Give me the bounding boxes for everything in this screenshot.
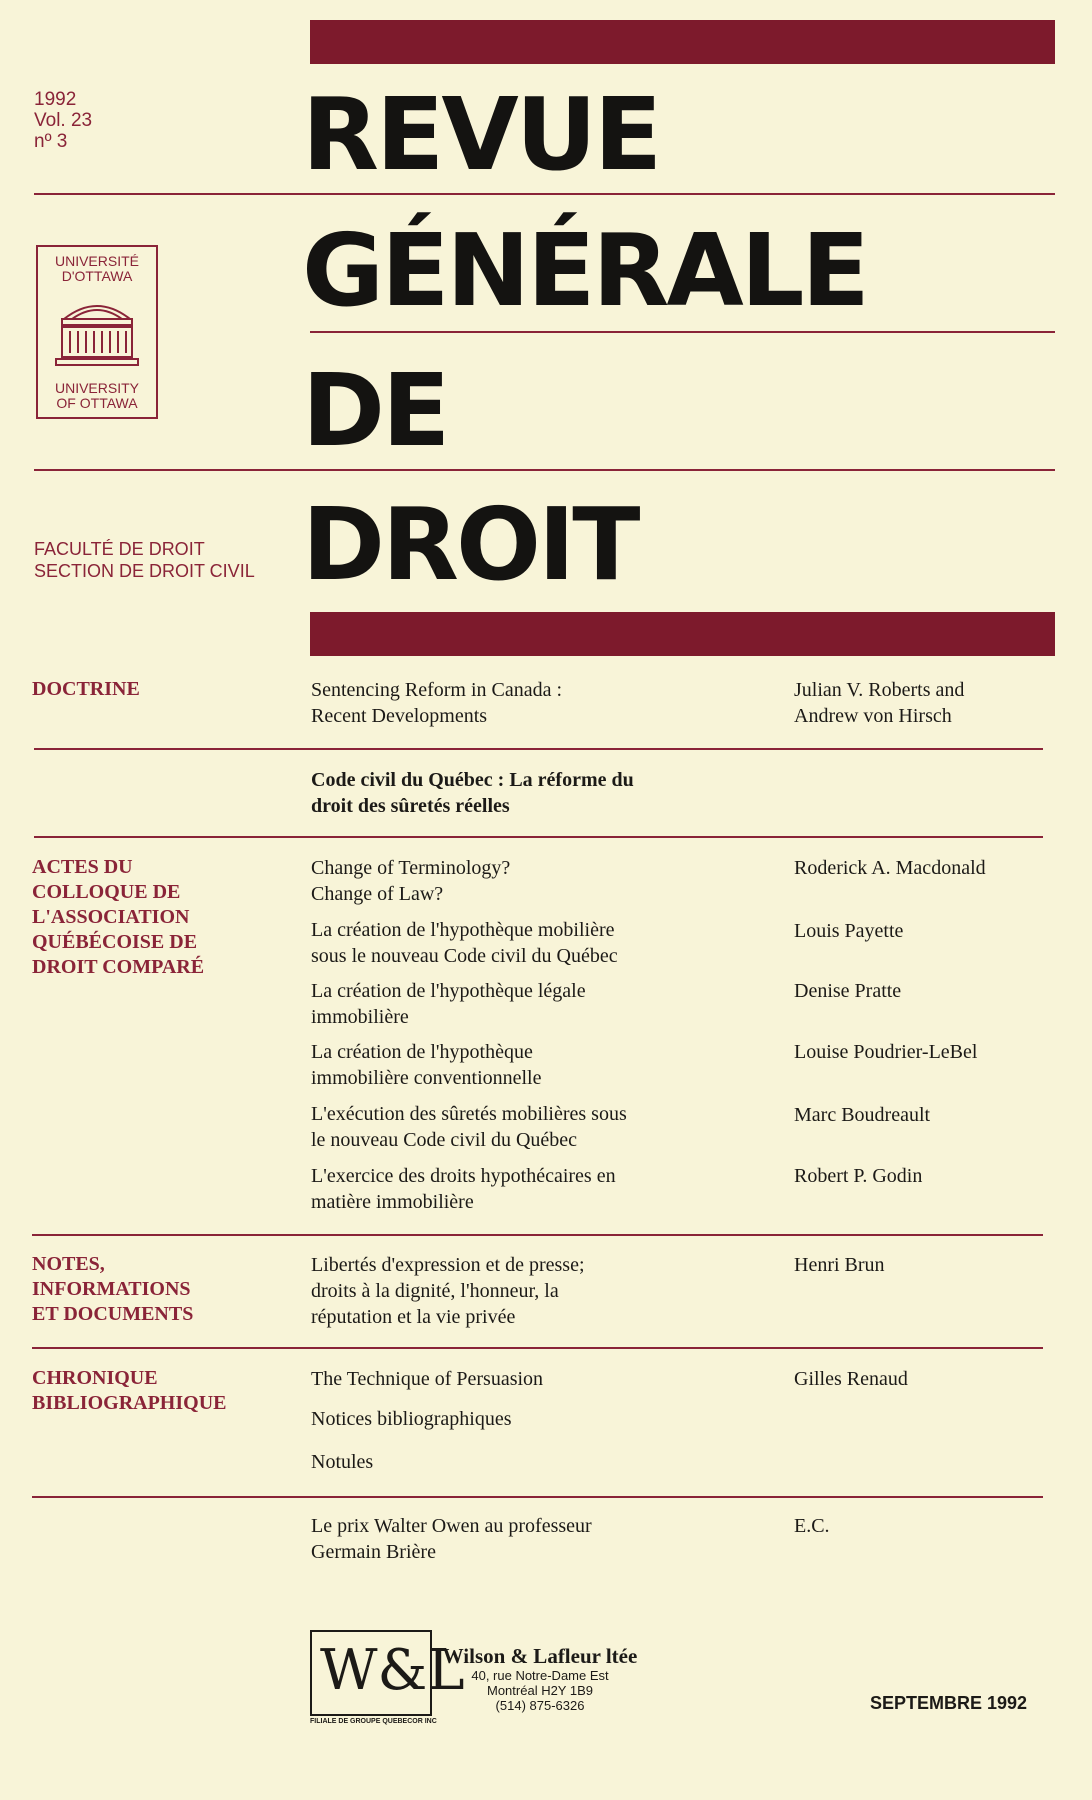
issue-number: nº 3 <box>34 131 68 152</box>
article-title-line: immobilière conventionnelle <box>311 1067 542 1089</box>
article-title <box>311 1252 585 1330</box>
article-author-line: Robert P. Godin <box>794 1165 923 1187</box>
faculty-line-1: FACULTÉ DE DROIT <box>34 539 205 559</box>
title-bottom-red-bar <box>310 612 1055 656</box>
article-title-line: réputation et la vie privée <box>311 1306 516 1328</box>
section-rule <box>32 1496 1043 1498</box>
article-title <box>311 1163 616 1215</box>
article-author <box>794 1039 977 1065</box>
section-heading-line: DROIT COMPARÉ <box>32 956 205 978</box>
article-title <box>311 1406 512 1432</box>
top-red-bar <box>310 20 1055 64</box>
title-rule-1 <box>34 193 1055 195</box>
section-rule <box>34 836 1043 838</box>
article-author <box>794 677 964 729</box>
article-title-line: Libertés d'expression et de presse; <box>311 1254 585 1276</box>
article-title <box>311 917 618 969</box>
section-rule <box>32 1347 1043 1349</box>
article-title-line: sous le nouveau Code civil du Québec <box>311 945 618 967</box>
article-title-line: Notices bibliographiques <box>311 1408 512 1430</box>
publisher-logo <box>310 1630 465 1716</box>
section-heading-line: INFORMATIONS <box>32 1278 191 1300</box>
article-title <box>311 855 510 907</box>
article-title-line: La création de l'hypothèque mobilière <box>311 919 615 941</box>
publisher-name: Wilson & Lafleur ltée <box>442 1644 638 1668</box>
article-title <box>311 1513 592 1565</box>
publisher-phone: (514) 875-6326 <box>495 1698 585 1713</box>
article-title <box>311 1039 542 1091</box>
section-heading-line: ACTES DU <box>32 856 133 878</box>
article-author <box>794 855 986 881</box>
article-title-line: Notules <box>311 1451 374 1473</box>
university-building-icon <box>54 291 140 371</box>
section-rule <box>32 1234 1043 1236</box>
article-author-line: E.C. <box>794 1515 830 1537</box>
article-title-line: immobilière <box>311 1006 409 1028</box>
article-title-line: Change of Terminology? <box>311 857 511 879</box>
article-title-line: Le prix Walter Owen au professeur <box>311 1515 592 1537</box>
article-author <box>794 1163 922 1189</box>
article-author <box>794 1102 930 1128</box>
logo-top-line-2: D'OTTAWA <box>61 268 133 284</box>
article-title-line: L'exercice des droits hypothécaires en <box>311 1165 616 1187</box>
section-heading-doctrine <box>32 677 140 702</box>
issue-info <box>34 89 92 152</box>
section-heading-line: DOCTRINE <box>32 678 140 700</box>
logo-top-line-1: UNIVERSITÉ <box>54 253 139 269</box>
article-author <box>794 918 903 944</box>
section-heading-line: CHRONIQUE <box>32 1367 158 1389</box>
logo-bottom-line-1: UNIVERSITY <box>54 380 139 396</box>
publisher-address-2: Montréal H2Y 1B9 <box>487 1683 593 1698</box>
faculty-info <box>34 538 255 582</box>
title-rule-3 <box>34 469 1055 471</box>
section-rule <box>34 748 1043 750</box>
section-heading-line: L'ASSOCIATION <box>32 906 190 928</box>
article-title-line: La création de l'hypothèque légale <box>311 980 586 1002</box>
publisher-subsidiary: FILIALE DE GROUPE QUEBECOR INC <box>310 1718 437 1725</box>
title-line-4: DROIT <box>302 486 638 603</box>
section-heading-line: QUÉBÉCOISE DE <box>32 931 198 953</box>
article-title-line: Recent Developments <box>311 705 488 727</box>
article-title <box>311 1449 373 1475</box>
issue-volume: Vol. 23 <box>34 110 93 131</box>
article-title <box>311 978 586 1030</box>
article-title <box>311 677 562 729</box>
article-author-line: Gilles Renaud <box>794 1368 908 1390</box>
publisher-info <box>440 1644 640 1713</box>
code-civil-heading <box>311 767 634 819</box>
publisher-monogram: W&L <box>320 1638 465 1703</box>
article-title-line: le nouveau Code civil du Québec <box>311 1129 578 1151</box>
article-title-line: droits à la dignité, l'honneur, la <box>311 1280 559 1302</box>
article-author-line: Henri Brun <box>794 1254 885 1276</box>
article-title-line: Change of Law? <box>311 883 444 905</box>
title-rule-2 <box>310 331 1055 333</box>
section-heading-line: NOTES, <box>32 1253 105 1275</box>
article-author-line: Louis Payette <box>794 920 904 942</box>
article-title <box>311 1101 627 1153</box>
article-title-line: Sentencing Reform in Canada : <box>311 679 563 701</box>
article-title-line: The Technique of Persuasion <box>311 1368 544 1390</box>
section-heading-notes <box>32 1252 193 1327</box>
article-title-line: La création de l'hypothèque <box>311 1041 533 1063</box>
faculty-line-2: SECTION DE DROIT CIVIL <box>34 561 255 581</box>
article-author <box>794 1252 885 1278</box>
article-title <box>311 1366 543 1392</box>
article-author-line: Andrew von Hirsch <box>794 705 952 727</box>
title-line-1: REVUE <box>302 76 660 193</box>
article-author <box>794 978 901 1004</box>
article-title-line: L'exécution des sûretés mobilières sous <box>311 1103 627 1125</box>
logo-bottom-line-2: OF OTTAWA <box>56 395 138 411</box>
article-title-line: matière immobilière <box>311 1191 474 1213</box>
section-heading-line: ET DOCUMENTS <box>32 1303 194 1325</box>
title-line-2: GÉNÉRALE <box>302 212 867 329</box>
article-title-line: Germain Brière <box>311 1541 436 1563</box>
article-author-line: Julian V. Roberts and <box>794 679 965 701</box>
article-author-line: Marc Boudreault <box>794 1104 931 1126</box>
issue-year: 1992 <box>34 89 77 110</box>
article-author <box>794 1513 830 1539</box>
article-author-line: Louise Poudrier-LeBel <box>794 1041 978 1063</box>
section-heading-line: BIBLIOGRAPHIQUE <box>32 1392 227 1414</box>
issue-date: SEPTEMBRE 1992 <box>870 1693 1028 1713</box>
university-logo <box>36 245 158 419</box>
section-heading-actes <box>32 855 204 980</box>
title-line-3: DE <box>302 352 448 469</box>
article-author <box>794 1366 908 1392</box>
article-author-line: Roderick A. Macdonald <box>794 857 986 879</box>
article-author-line: Denise Pratte <box>794 980 902 1002</box>
section-heading-chronique <box>32 1366 226 1416</box>
code-civil-heading-line: Code civil du Québec : La réforme du <box>311 769 634 791</box>
section-heading-line: COLLOQUE DE <box>32 881 181 903</box>
publisher-address-1: 40, rue Notre-Dame Est <box>471 1668 609 1683</box>
code-civil-heading-line: droit des sûretés réelles <box>311 795 510 817</box>
